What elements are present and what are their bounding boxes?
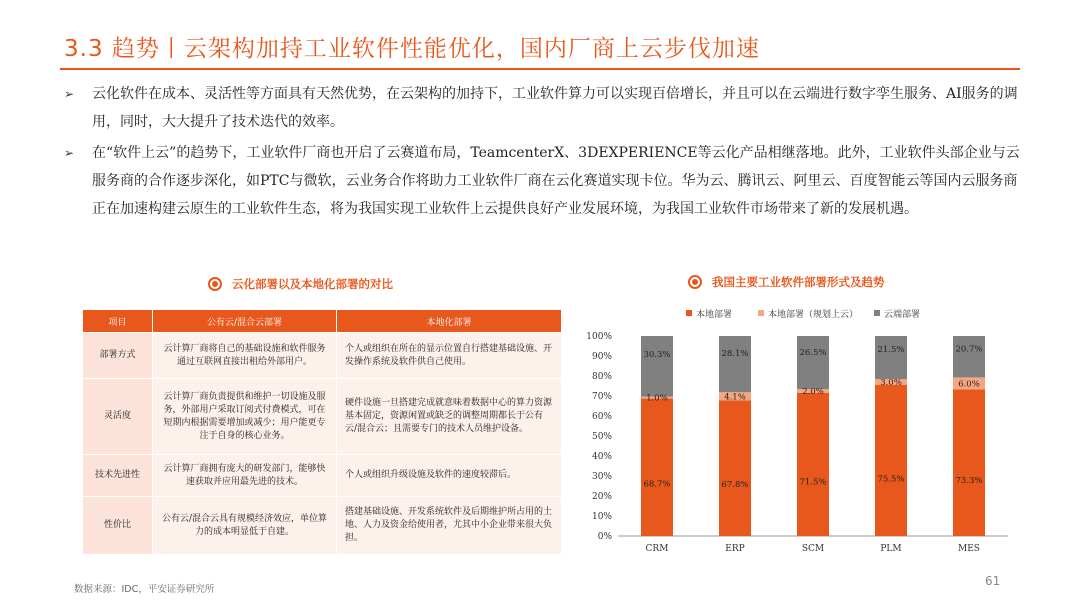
x-tick-label: SCM	[801, 544, 825, 554]
x-tick-label: PLM	[880, 544, 902, 554]
legend-label: 本地部署	[696, 310, 733, 320]
y-tick-label: 80%	[591, 372, 612, 382]
bullet-item	[64, 80, 1024, 136]
y-tick-label: 50%	[591, 432, 612, 442]
data-label: 21.5%	[877, 344, 905, 355]
bullet-text: 在“软件上云”的趋势下，工业软件厂商也开启了云赛道布局，TeamcenterX、3DEXPERIENCE等云化产品相继落地。此外，工业软件头部企业与云服务商的合作逐步深化，如PTC与微软，云业务合作将助力工业软件厂商在云化赛道实现卡位。华为云、腾讯云、阿里云、百度智能云等国内云服务商正在加速构建云原生的工业软件生态，将为我国实现工业软件上云提供良好产业发展环境，为我国工业软件市场带来了新的发展机遇。	[92, 145, 1020, 217]
y-tick-label: 10%	[591, 512, 612, 522]
x-tick-label: MES	[958, 544, 980, 554]
target-icon	[208, 277, 222, 291]
bar-segment	[953, 336, 985, 377]
comparison-table	[82, 309, 562, 555]
data-label: 1.0%	[646, 393, 668, 404]
table-cell: 性价比	[83, 497, 153, 555]
title-divider	[60, 68, 1020, 70]
chart-panel-title	[688, 274, 885, 290]
y-tick-label: 100%	[586, 332, 612, 342]
chart-panel-title-text: 我国主要工业软件部署形式及趋势	[712, 275, 885, 289]
y-tick-label: 70%	[591, 392, 612, 402]
bar-segment	[797, 393, 829, 536]
y-tick-label: 60%	[591, 412, 612, 422]
table-row	[83, 379, 562, 455]
data-label: 68.7%	[643, 479, 671, 490]
table-cell: 云计算厂商拥有庞大的研发部门，能够快速获取并应用最先进的技术。	[153, 455, 337, 497]
data-label: 67.8%	[721, 480, 749, 491]
bar-segment	[719, 336, 751, 392]
data-label: 2.0%	[802, 387, 824, 397]
table-cell: 云计算厂商负责提供和维护一切设施及服务，外部用户采取订阅式付费模式，可在短期内根据需要增加或减少；用户能更专注于自身的核心业务。	[153, 379, 337, 455]
data-label: 73.3%	[955, 476, 983, 487]
data-label: 3.0%	[880, 378, 902, 388]
bullet-item	[64, 139, 1024, 223]
bar-segment	[875, 336, 907, 379]
data-label: 28.1%	[721, 348, 749, 359]
legend-label: 云端部署	[884, 310, 921, 320]
y-tick-label: 90%	[591, 352, 612, 362]
page-number: 61	[985, 574, 1001, 588]
table-row	[83, 455, 562, 497]
bar-segment	[797, 336, 829, 389]
data-label: 4.1%	[724, 392, 746, 403]
table-cell: 公有云/混合云具有规模经济效应，单位算力的成本明显低于自建。	[153, 497, 337, 555]
table-row	[83, 333, 562, 379]
bullet-list	[64, 80, 1024, 226]
table-cell: 技术先进性	[83, 455, 153, 497]
y-tick-label: 20%	[591, 492, 612, 502]
table-cell: 灵活度	[83, 379, 153, 455]
table-header-cell: 本地化部署	[337, 310, 562, 333]
bullet-text: 云化软件在成本、灵活性等方面具有天然优势，在云架构的加持下，工业软件算力可以实现百倍增长，并且可以在云端进行数字孪生服务、AI服务的调用，同时，大大提升了技术迭代的效率。	[92, 86, 1018, 130]
data-label: 30.3%	[643, 350, 671, 361]
legend-swatch	[874, 310, 880, 316]
bar-segment	[641, 336, 673, 397]
deployment-chart	[578, 300, 1018, 560]
y-tick-label: 0%	[597, 532, 612, 542]
data-label: 71.5%	[799, 477, 827, 488]
source-note: 数据来源：IDC，平安证券研究所	[74, 584, 215, 595]
table-cell: 硬件设施一旦搭建完成就意味着数据中心的算力资源基本固定，资源闲置或缺乏的调整周期都长于公有云/混合云；且需要专门的技术人员维护设备。	[337, 379, 562, 455]
table-cell: 个人或组织升级设施及软件的速度较滞后。	[337, 455, 562, 497]
table-header-row	[83, 310, 562, 333]
x-tick-label: CRM	[645, 544, 669, 554]
legend-swatch	[758, 310, 764, 316]
bar-segment	[719, 400, 751, 536]
table-cell: 部署方式	[83, 333, 153, 379]
target-icon	[688, 275, 702, 289]
table-cell: 个人或组织在所在的显示位置自行搭建基础设施、开发操作系统及软件供自己使用。	[337, 333, 562, 379]
legend-label: 本地部署（规划上云）	[768, 310, 859, 320]
data-label: 6.0%	[958, 379, 980, 390]
data-label: 75.5%	[877, 474, 905, 485]
x-tick-label: ERP	[725, 544, 745, 554]
arrow-bullet-icon: ➢	[64, 87, 75, 101]
legend-swatch	[686, 310, 692, 316]
table-panel-title	[208, 276, 393, 292]
table-cell: 云计算厂商将自己的基础设施和软件服务通过互联网直接出租给外部用户。	[153, 333, 337, 379]
table-row	[83, 497, 562, 555]
table-header-cell: 项目	[83, 310, 153, 333]
y-tick-label: 40%	[591, 452, 612, 462]
bar-segment	[953, 389, 985, 536]
bar-segment	[641, 399, 673, 536]
bar-segment	[875, 385, 907, 536]
data-label: 20.7%	[955, 344, 983, 355]
page-title: 3.3 趋势丨云架构加持工业软件性能优化，国内厂商上云步伐加速	[64, 36, 760, 62]
table-header-cell: 公有云/混合云部署	[153, 310, 337, 333]
data-label: 26.5%	[799, 347, 827, 358]
table-cell: 搭建基础设施、开发系统软件及后期维护所占用的土地、人力及资金给使用者，尤其中小企业带来很大负担。	[337, 497, 562, 555]
y-tick-label: 30%	[591, 472, 612, 482]
table-panel-title-text: 云化部署以及本地化部署的对比	[232, 277, 393, 291]
arrow-bullet-icon: ➢	[64, 146, 75, 160]
